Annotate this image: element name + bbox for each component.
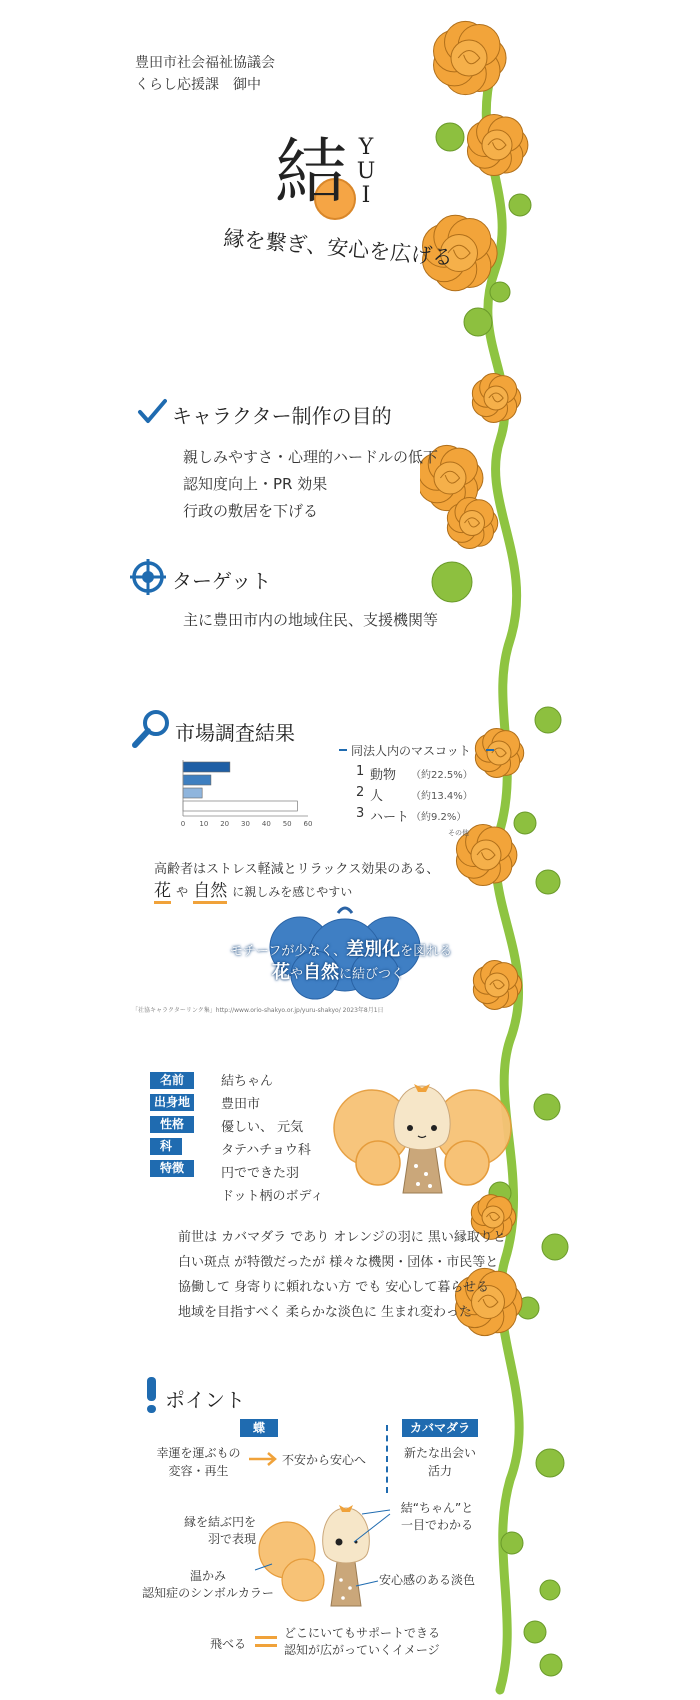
leaf-dot-icon: [432, 562, 472, 602]
rank-name: 動物: [370, 768, 397, 783]
fly-meaning-line: 認知が広がっていくイメージ: [284, 1643, 440, 1657]
exclamation-icon: [147, 1377, 156, 1401]
logo-letter-u: U: [356, 159, 376, 184]
profile-value: 円でできた羽: [221, 1166, 300, 1181]
insight-ya: や: [176, 885, 189, 899]
leaf-dot-icon: [540, 1654, 562, 1676]
profile-value: タテハチョウ科: [221, 1143, 311, 1158]
chart-bar: [183, 788, 202, 798]
rose-icon: [473, 961, 521, 1010]
annotation-lines: [250, 1500, 410, 1620]
butterfly-result: 不安から安心へ: [282, 1453, 367, 1467]
check-icon: [137, 398, 167, 426]
annotation-name: [392, 1500, 482, 1534]
arrow-right-icon: [248, 1452, 278, 1466]
fly-label: 飛べる: [210, 1637, 247, 1651]
divider: [386, 1425, 388, 1493]
profile-value: 結ちゃん: [221, 1074, 274, 1089]
chart-bar: [183, 762, 230, 772]
leaf-dot-icon: [536, 1449, 564, 1477]
profile-label: 特徴: [150, 1160, 194, 1177]
story-line: 白い斑点 が特徴だったが 様々な機関・団体・市民等と: [178, 1255, 499, 1270]
rose-icon: [447, 498, 497, 549]
leaf-dot-icon: [514, 812, 536, 834]
profile-value: 豊田市: [221, 1097, 261, 1112]
exclamation-dot: [147, 1405, 156, 1413]
rank-pct: （約13.4%）: [411, 791, 473, 802]
yui-chan-character: [330, 1078, 515, 1198]
purpose-item: 親しみやすさ・心理的ハードルの低下: [183, 448, 439, 466]
logo-latin: [355, 136, 377, 208]
profile-labels: [150, 1072, 194, 1177]
rank-name: 人: [370, 789, 384, 804]
purpose-item: 行政の敷居を下げる: [183, 502, 319, 520]
org-name: 豊田市社会福祉協議会: [135, 55, 275, 71]
leaf-dot-icon: [436, 123, 464, 151]
kabamadara-meaning-line: 活力: [427, 1464, 452, 1478]
point-title: ポイント: [165, 1388, 245, 1412]
annotation-line: 温かみ: [189, 1569, 226, 1583]
chart-tick-label: 50: [282, 820, 292, 828]
kabamadara-meaning-line: 新たな出会い: [403, 1446, 476, 1460]
story-line: 前世は カバマダラ であり オレンジの羽に 黒い縁取りと: [178, 1230, 506, 1245]
market-title: 市場調査結果: [175, 721, 295, 745]
dept-name: くらし応援課 御中: [135, 77, 261, 93]
bubble-text: や: [290, 967, 304, 982]
story-line: 協働して 身寄りに頼れない方 でも 安心して暮らせる: [178, 1280, 490, 1295]
annotation-line: 縁を結ぶ円を: [183, 1515, 256, 1529]
bubble-text: に結びつく: [339, 967, 405, 982]
bubble-text-emph: 自然: [303, 962, 340, 983]
addressee: [135, 52, 275, 96]
rank-pct: （約22.5%）: [411, 770, 473, 781]
chart-title-rule-left: [339, 749, 347, 751]
chart-tick-label: 20: [220, 820, 230, 828]
logo-letter-y: Y: [358, 135, 374, 160]
rank-number: 2: [356, 785, 365, 800]
bubble-text: モチーフが少なく、: [230, 944, 347, 959]
backstory: [178, 1225, 506, 1325]
chart-bar: [183, 775, 211, 785]
annotation-line: 一目でわかる: [400, 1518, 473, 1532]
bubble-text-emph: 差別化: [346, 939, 401, 960]
profile-label: 出身地: [150, 1094, 194, 1111]
purpose-title: キャラクター制作の目的: [172, 404, 392, 428]
leaf-dot-icon: [536, 870, 560, 894]
rank-pct: （約9.2%）: [411, 812, 467, 823]
leaf-dot-icon: [535, 707, 561, 733]
chart-title: 同法人内のマスコット: [351, 744, 471, 758]
chart-tick-label: 0: [180, 820, 186, 828]
bubble-text-emph: 花: [272, 962, 290, 983]
rose-icon: [472, 374, 520, 423]
leaf-dot-icon: [509, 194, 531, 216]
equals-bar-bottom: [255, 1644, 277, 1647]
butterfly-meaning-line: 変容・再生: [168, 1464, 229, 1478]
leaf-dot-icon: [542, 1234, 568, 1260]
chart-title-rule-right: [486, 749, 494, 751]
chart-tick-label: 30: [241, 820, 250, 828]
annotation-line: 羽で表現: [207, 1532, 256, 1546]
target-title: ターゲット: [172, 569, 272, 593]
profile-label: 性格: [150, 1116, 194, 1133]
bubble-line2: [272, 958, 404, 984]
logo-kanji: 結: [275, 130, 348, 214]
leaf-dot-icon: [540, 1580, 560, 1600]
rank-number: 3: [356, 806, 365, 821]
butterfly-tag: 蝶: [240, 1419, 278, 1437]
annotation-body: 安心感のある淡色: [379, 1573, 476, 1587]
chart-tick-label: 10: [199, 820, 209, 828]
leaf-dot-icon: [534, 1094, 560, 1120]
chart-tick-label: 40: [261, 820, 271, 828]
rank-name: ハート: [370, 810, 410, 825]
target-icon: [129, 558, 167, 596]
kabamadara-tag: カバマダラ: [402, 1419, 478, 1437]
annotation-wings: [168, 1514, 256, 1548]
source-footnote: 「社協キャラクターリンク集」http://www.orio-shakyo.or.jp/yuru-shakyo/ 2023年8月1日: [132, 1007, 384, 1014]
kabamadara-meaning: [395, 1444, 485, 1480]
target-text: 主に豊田市内の地域住民、支援機関等: [183, 611, 439, 629]
equals-bar-top: [255, 1636, 277, 1639]
rose-icon: [467, 114, 527, 175]
annotation-line: 結“ちゃん”と: [400, 1501, 474, 1515]
chart-title-row: [339, 742, 499, 756]
fly-meaning-line: どこにいてもサポートできる: [284, 1626, 441, 1640]
butterfly-meaning: [151, 1444, 246, 1480]
leaf-dot-icon: [501, 1532, 523, 1554]
leaf-dot-icon: [464, 308, 492, 336]
insight-line2: [154, 876, 352, 901]
insight-rest: に親しみを感じやすい: [232, 885, 353, 899]
magnifier-icon: [130, 708, 172, 750]
fly-meaning: [284, 1625, 440, 1659]
annotation-warmth: [128, 1568, 288, 1602]
insight-line1: 高齢者はストレス軽減とリラックス効果のある、: [154, 862, 440, 877]
profile-values: [221, 1070, 323, 1208]
rank-number: 1: [356, 764, 365, 779]
tagline: 縁を繋ぎ、安心を広げる: [222, 225, 454, 270]
insight-nature: 自然: [193, 881, 227, 904]
story-line: 地域を目指すべく 柔らかな淡色に 生まれ変わった: [178, 1305, 472, 1320]
chart-bar: [183, 801, 297, 811]
chart-tick-label: 60: [303, 820, 313, 828]
leaf-dot-icon: [524, 1621, 546, 1643]
profile-value: ドット柄のボディ: [221, 1189, 324, 1204]
profile-label: 名前: [150, 1072, 194, 1089]
profile-label: 科: [150, 1138, 182, 1155]
mascot-bar-chart: [178, 758, 318, 840]
purpose-item: 認知度向上・PR 効果: [183, 475, 328, 493]
leaf-dot-icon: [490, 282, 510, 302]
annotation-line: 認知症のシンボルカラー: [142, 1586, 274, 1600]
butterfly-meaning-line: 幸運を運ぶもの: [156, 1446, 241, 1460]
profile-value: 優しい、 元気: [221, 1120, 304, 1135]
bubble-text: を図れる: [400, 944, 453, 959]
purpose-list: [183, 444, 438, 525]
insight-flower: 花: [154, 881, 171, 904]
other-label: その他: [448, 829, 469, 837]
rose-icon: [434, 21, 507, 94]
logo-letter-i: I: [361, 183, 371, 208]
